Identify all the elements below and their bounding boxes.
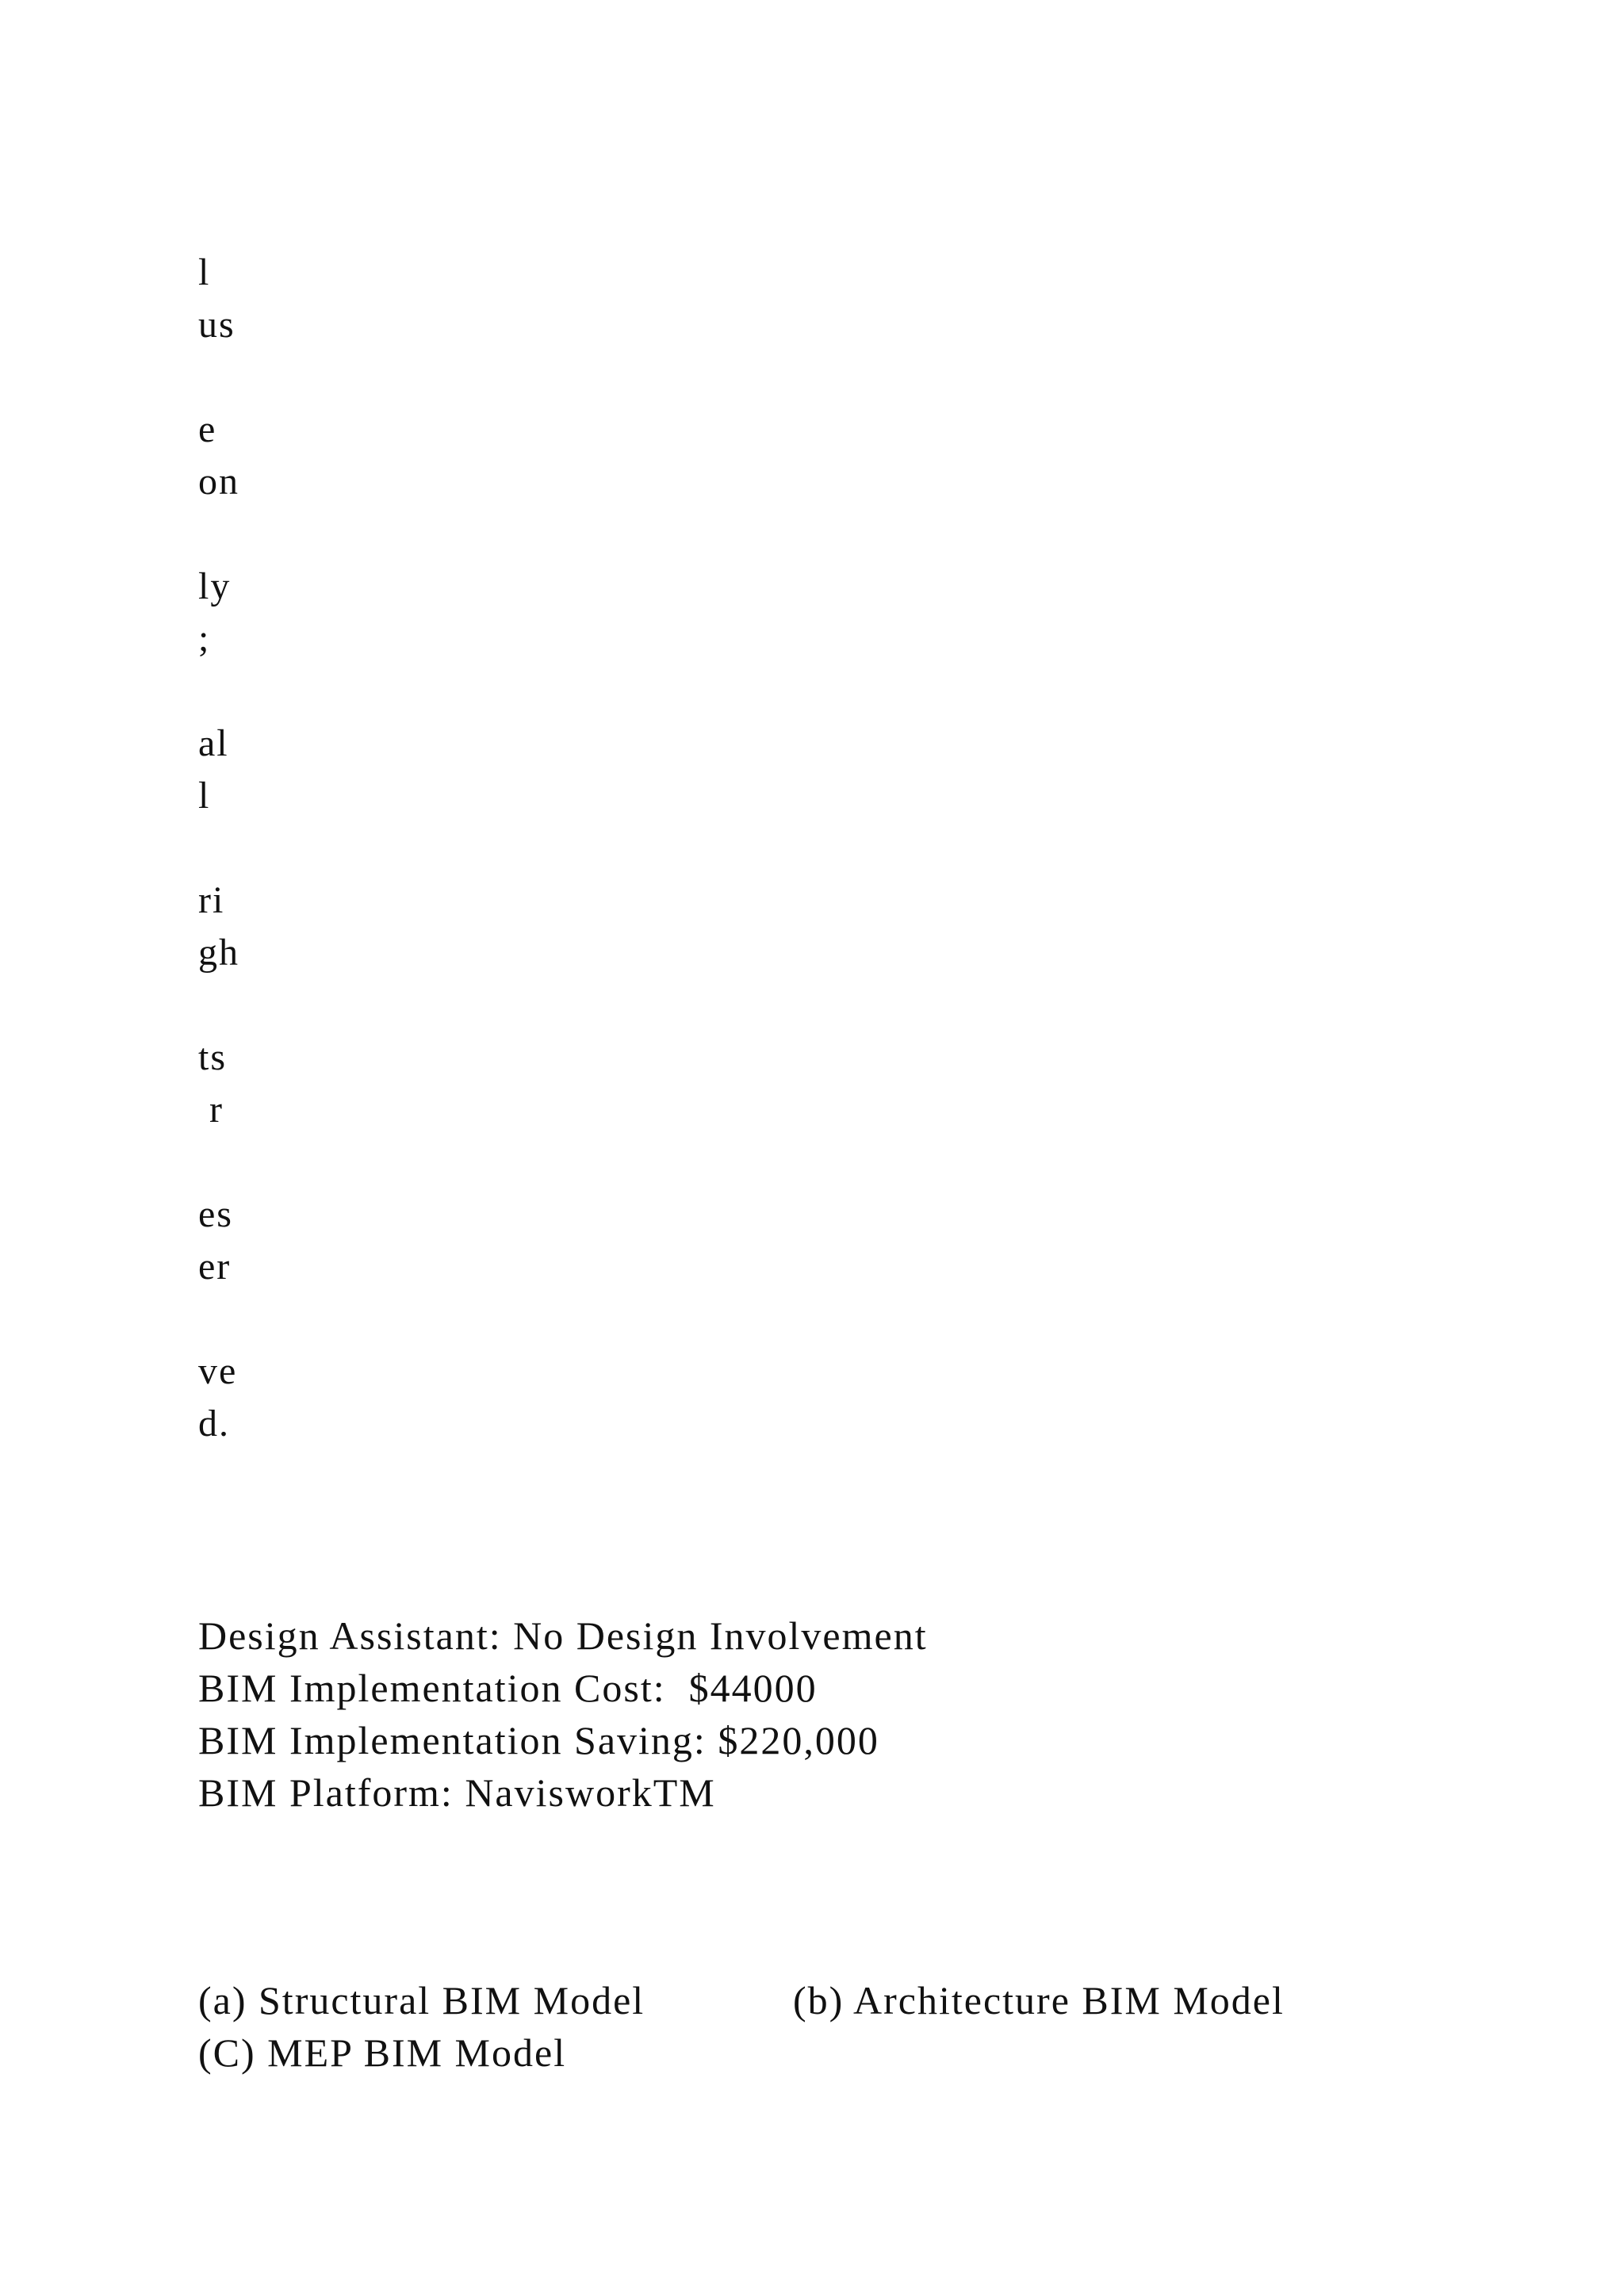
text-fragment: ts (198, 1036, 228, 1078)
text-fragment: ve (198, 1350, 238, 1392)
implementation-saving-line: BIM Implementation Saving: $220,000 (198, 1718, 879, 1762)
text-fragment: ly (198, 565, 232, 607)
text-fragment: al (198, 722, 229, 764)
caption-mep-model: (C) MEP BIM Model (198, 2030, 567, 2075)
text-fragment: es (198, 1193, 233, 1235)
text-fragment: ri (198, 879, 225, 921)
bim-info-block (198, 1609, 1467, 1819)
text-fragment: ; (198, 618, 211, 660)
text-fragment: on (198, 461, 239, 503)
design-assistant-line: Design Assistant: No Design Involvement (198, 1613, 928, 1658)
platform-line: BIM Platform: NavisworkTM (198, 1770, 716, 1815)
text-fragment: gh (198, 932, 239, 974)
text-fragment: l (198, 775, 211, 817)
caption-structural-model: (a) Structural BIM Model (198, 1978, 645, 2022)
caption-architecture-model: (b) Architecture BIM Model (793, 1978, 1285, 2022)
text-fragment: r (198, 1089, 224, 1131)
text-fragment: e (198, 408, 217, 450)
text-fragment: us (198, 304, 236, 346)
figure-caption-row (198, 2026, 1546, 2183)
implementation-cost-line: BIM Implementation Cost: $44000 (198, 1666, 818, 1710)
text-fragment: d. (198, 1402, 230, 1445)
text-fragment: er (198, 1246, 232, 1288)
text-fragment: l (198, 251, 211, 293)
